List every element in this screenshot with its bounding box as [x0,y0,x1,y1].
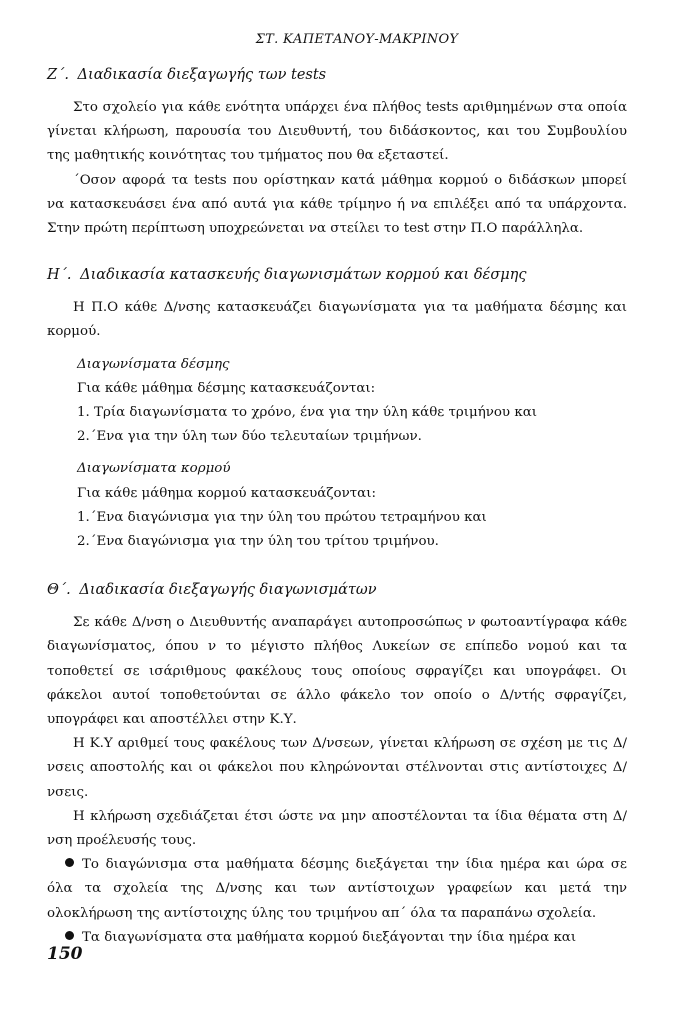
bullet-text: Το διαγώνισμα στα μαθήματα δέσμης διεξάγεται την ίδια ημέρα και ώρα σε όλα τα σχολεία της Δ/νσης και των αντίστοιχων γραφείων και μετά την ολοκλήρωση της αντίστοιχης ύλης του τριμήνου απ΄ όλα τα παραπάνω σχολεία. [47,857,627,921]
section-h [47,267,627,554]
bullet-text: Τα διαγωνίσματα στα μαθήματα κορμού διεξάγονται την ίδια ημέρα και [82,929,577,945]
list-item: 1. Τρία διαγωνίσματα το χρόνο, ένα για την ύλη κάθε τριμήνου και [77,405,537,421]
section-title: Διαδικασία διεξαγωγής διαγωνισμάτων [79,582,377,599]
paragraph: ΄Οσον αφορά τα tests που ορίστηκαν κατά μάθημα κορμού ο διδάσκων μπορεί να κατασκευάσει ένα από αυτά για κάθε τρίμηνο ή να επιλέξει από τα υπάρχοντα. Στην πρώτη περίπτωση υποχρεώνεται να στείλει το test στην Π.Ο παράλληλα. [47,172,627,237]
list-item: 2.΄Ενα για την ύλη των δύο τελευταίων τριμήνων. [77,429,422,445]
page-body [47,32,627,950]
bullet-paragraph [47,926,627,950]
list-intro: Για κάθε μάθημα δέσμης κατασκευάζονται: [77,380,376,396]
paragraph: Η Π.Ο κάθε Δ/νσης κατασκευάζει διαγωνίσματα για τα μαθήματα δέσμης και κορμού. [47,300,627,340]
bullet-paragraph [47,853,627,926]
section-heading [47,67,627,83]
section-number: Θ΄. [47,582,71,599]
section-number: Ζ΄. [47,67,69,83]
section-number: Η΄. [47,267,72,284]
bullet-icon [65,931,74,940]
bullet-icon [65,858,74,867]
list-item: 2.΄Ενα διαγώνισμα για την ύλη του τρίτου τριμήνου. [77,534,439,550]
section-z [47,67,627,241]
subheading-kormou: Διαγωνίσματα κορμού [77,461,231,477]
paragraph: Η κλήρωση σχεδιάζεται έτσι ώστε να μην αποστέλονται τα ίδια θέματα στη Δ/νση προέλευσής τους. [47,808,627,849]
paragraph: Η Κ.Υ αριθμεί τους φακέλους των Δ/νσεων, γίνεται κλήρωση σε σχέση με τις Δ/νσεις αποστολής και οι φάκελοι που κληρώνονται στέλνονται στις αντίστοιχες Δ/νσεις. [47,736,627,800]
paragraph: Σε κάθε Δ/νση ο Διευθυντής αναπαράγει αυτοπροσώπως ν φωτοαντίγραφα κάθε διαγωνίσματος, όπου ν το μέγιστο πλήθος Λυκείων σε επίπεδο νομού και τα τοποθετεί σε ισάριθμους φακέλους τους οποίους σφραγίζει και υπογράφει. Οι φάκελοι αυτοί τοποθετούνται σε άλλο φάκελο τον οποίο ο Δ/ντής σφραγίζει, υπογράφει και αποστέλλει στην Κ.Υ. [47,615,627,728]
section-title: Διαδικασία κατασκευής διαγωνισμάτων κορμού και δέσμης [80,267,527,284]
list-intro: Για κάθε μάθημα κορμού κατασκευάζονται: [77,485,376,501]
page-number: 150 [47,944,83,964]
section-title: Διαδικασία διεξαγωγής των tests [77,67,327,83]
section-th [47,582,627,950]
section-heading [47,267,627,283]
paragraph: Στο σχολείο για κάθε ενότητα υπάρχει ένα πλήθος tests αριθμημένων στα οποία γίνεται κλήρωση, παρουσία του Διευθυντή, του διδάσκοντος, και του Συμβουλίου της μαθητικής κοινότητας του τμήματος που θα εξεταστεί. [47,100,627,164]
list-item: 1.΄Ενα διαγώνισμα για την ύλη του πρώτου τετραμήνου και [77,509,487,525]
running-head: ΣΤ. ΚΑΠΕΤΑΝΟΥ-ΜΑΚΡΙΝΟΥ [255,32,459,47]
section-heading [47,582,627,598]
subheading-desmis: Διαγωνίσματα δέσμης [77,356,230,372]
